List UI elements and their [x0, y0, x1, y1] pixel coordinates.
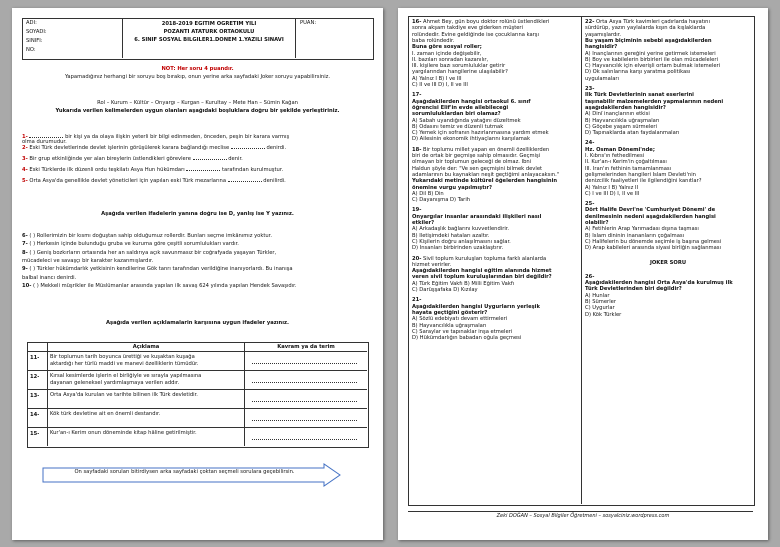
answer-blank[interactable]: [186, 166, 220, 171]
answer-option[interactable]: denizcilik faaliyetleri ile ilgilendiğini kanıtlar?: [585, 178, 702, 185]
answer-option[interactable]: D) Ok salınlarına karşı yaratma politikası: [585, 69, 691, 76]
question-prompt: taşınabilir malzemelerden yapmalarının nedeni: [585, 98, 724, 105]
item-number: 8-: [22, 249, 28, 256]
answer-option[interactable]: A) İnançlarının gereğini yerine getirmek istemeleri: [585, 50, 716, 57]
row-divider: [27, 408, 367, 409]
row-explanation: aktardığı her türlü maddi ve manevi özelliklerin tümüdür.: [50, 360, 199, 367]
question-number: 19-: [412, 207, 422, 214]
row-divider: [27, 389, 367, 390]
answer-option[interactable]: A) Fetihlerin Arap Yarımadası dışına taşması: [585, 226, 699, 233]
answer-option[interactable]: III. kişilere bazı sorumluluklar getirir: [412, 63, 506, 70]
fill-blank-item: [22, 155, 243, 162]
answer-option[interactable]: A) Yalnız I B) Yalnız II: [585, 184, 639, 191]
question-prompt: Yukarıdaki metinde kültürel öğelerden hangisinin: [412, 178, 558, 185]
item-number: 5-: [22, 178, 28, 184]
answer-option[interactable]: C) Dayanışma D) Tarih: [412, 197, 471, 204]
question-text: yaşamışlardır.: [585, 31, 622, 38]
answer-option[interactable]: C) Uygurlar: [585, 305, 615, 312]
col-header-term: Kavram ya da terim: [277, 344, 335, 350]
answer-option[interactable]: I. Kıbrıs'ın fethedilmesi: [585, 153, 645, 159]
answer-option[interactable]: A) Dinî inançlarının etkisi: [585, 111, 650, 118]
question-prompt: hayata geçtiğini gösterir?: [412, 309, 488, 316]
item-text-pre: Orta Asya'da genellikle devlet yöneticileri için yapılan eski Türk mezarlarına: [29, 178, 228, 184]
item-number: 10-: [22, 282, 32, 289]
question-prompt: olabilir?: [585, 220, 609, 226]
question-prompt: Hz. Osman Dönemi'nde;: [585, 146, 655, 153]
item-text-post: tarafından kurulmuştur.: [220, 167, 284, 173]
answer-option[interactable]: D) Ailesinin ekonomik ihtiyaçlarını karşılamak: [412, 136, 530, 143]
item-text: ( ) Geniş bozkırların ortasında her an saldırıya açık savunmasız bir coğrafyada yaşayan Türkler,: [29, 249, 277, 256]
answer-option[interactable]: A) Sabah uyandığında yatağını düzeltmek: [412, 117, 521, 124]
question-text: Sivil toplum kuruluşları topluma farklı alanlarda: [423, 255, 547, 262]
question-prompt: Bu yaşam biçiminin sebebi aşağıdakilerden: [585, 37, 712, 44]
item-text-pre: Eski Türklerde ilk düzenli ordu teşkilatı Asya Hun hükümdarı: [29, 167, 187, 173]
question-prompt: İlk Türk Devletlerinin sanat eserlerini: [585, 92, 694, 99]
exam-page-back: [398, 8, 768, 540]
question-text: rolündedir. Evine geldiğinde ise çocuklarına karşı: [412, 31, 539, 38]
answer-option[interactable]: C) Hayvancılık için elverişli ortam bulmak istemeleri: [585, 63, 721, 70]
question-prompt: Türk Devletlerinden biri değildir?: [585, 286, 682, 293]
note-title: NOT: Her soru 4 puandır.: [161, 66, 234, 72]
section1-instruction: Yukarıda verilen kelimelerden uygun olanları aşağıdaki boşluklara doğru bir şekilde yerleştiriniz.: [55, 108, 340, 114]
answer-option[interactable]: B) Odasını temiz ve düzenli tutmak: [412, 123, 504, 130]
true-false-item: [22, 275, 76, 281]
question-text: Orta Asya Türk kavimleri çadırlarda hayatını: [596, 19, 710, 25]
item-number: 1-: [22, 134, 28, 140]
question-number: 20-: [412, 255, 422, 262]
question-prompt: etkiler?: [412, 220, 435, 226]
true-false-item: [22, 283, 296, 289]
answer-option[interactable]: C) Kişilerin doğru anlaşılmasını sağlar.: [412, 238, 511, 245]
answer-option[interactable]: B) Hayvancılıkla uğraşmaları: [412, 322, 487, 329]
question-text: adamlarının bu kaynakları neşit geçtiğimi anlayacaksın.": [412, 171, 560, 178]
row-explanation: Kur'an-ı Kerim onun döneminde kitap hâline getirilmiştir.: [50, 430, 197, 436]
answer-option[interactable]: A) Dil B) Din: [412, 190, 444, 197]
item-text-post: denirdi.: [264, 145, 287, 151]
item-number: 3-: [22, 156, 28, 162]
word-bank: Rol – Kurum – Kültür – Önyargı – Kurgan – Kurultay – Mete Han – Sümin Kağan: [97, 100, 298, 106]
answer-option[interactable]: A) Türk Eğitim Vakfı B) Milli Eğitim Vakfı: [412, 280, 515, 287]
answer-option[interactable]: C) Halifelerin bu dönemde seçimle iş başına gelmesi: [585, 238, 722, 245]
joker-heading: JOKER SORU: [649, 259, 687, 266]
label-sinif: SINIFI:: [26, 38, 43, 44]
question-prompt: aşağıdakilerden hangisidir?: [585, 104, 666, 111]
item-text-post: bir kişi ya da olaya ilişkin yeterli bir bilgi edinmeden, önceden, peşin bir karara varmış: [63, 134, 290, 140]
question-text: hizmet verirler.: [412, 261, 452, 268]
title-line-2: POZANTI ATATÜRK ORTAOKULU: [163, 29, 255, 35]
item-number: 6-: [22, 233, 28, 239]
answer-option[interactable]: III. İran'ın fethinin tamamlanması: [585, 165, 672, 172]
item-text-post: denir.: [226, 156, 243, 162]
label-soyad: SOYADI:: [26, 29, 47, 35]
fill-blank-continuation: olma durumudur.: [22, 139, 67, 145]
question-number: 16-: [412, 19, 422, 25]
row-number: 12-: [30, 374, 40, 380]
answer-blank[interactable]: [231, 144, 265, 149]
question-prompt: sorumluluklardan biri olamaz?: [412, 111, 501, 118]
row-explanation: Orta Asya'da kurulan ve tarihte bilinen ilk Türk devletidir.: [50, 392, 198, 398]
row-number: 13-: [30, 393, 40, 399]
question-prompt: önemine vurgu yapılmıştır?: [412, 184, 493, 191]
item-text: ( ) Türkler hükümdarlık yetkisinin kendilerine Gök tanrı tarafından verildiğine inanıyorlardı. Bu inanışa: [29, 266, 293, 273]
question-prompt: Dört Halife Devri'ne 'Cumhuriyet Dönemi' de: [585, 207, 716, 214]
label-ad: ADI:: [26, 20, 37, 26]
answer-option[interactable]: uygulamaları: [585, 75, 619, 82]
answer-option[interactable]: C) I ve III D) I, II ve III: [585, 190, 640, 197]
question-prompt: Buna göre sosyal roller;: [412, 44, 482, 51]
answer-option[interactable]: A) Yalnız I B) I ve III: [412, 75, 462, 82]
true-false-item: [22, 258, 153, 264]
row-explanation: Kırsal kesimlerde işlerin el birliğiyle ve sırayla yapılmasına: [50, 373, 202, 379]
answer-option[interactable]: B) Boy ve kabilelerin birbirleri ile olan mücadeleleri: [585, 56, 718, 63]
item-number: 4-: [22, 167, 28, 173]
col-header-explanation: Açıklama: [132, 344, 160, 350]
question-prompt: hangisidir?: [585, 44, 618, 51]
answer-option[interactable]: C) Darüşşafaka D) Kızılay: [412, 287, 478, 293]
true-false-item: [22, 241, 239, 247]
answer-line[interactable]: [252, 401, 357, 402]
answer-option[interactable]: A) Hunlar: [585, 292, 610, 299]
question-number: 21-: [412, 297, 422, 304]
answer-line[interactable]: [252, 420, 357, 421]
row-number: 11-: [30, 355, 40, 361]
question-number: 22-: [585, 19, 595, 25]
question-text: Ahmet Bey, gün boyu doktor rolünü üstlendikleri: [423, 19, 550, 25]
question-text: sonra akşam takdiye eve giderken müşteri: [412, 25, 523, 32]
fill-blank-item: [22, 166, 283, 173]
label-no: NO:: [26, 47, 36, 53]
answer-option[interactable]: B) İletişimdeki hataları azaltır.: [412, 232, 490, 239]
answer-option[interactable]: B) İslam dininin inananların çoğalması: [585, 232, 685, 239]
fill-blank-item: [22, 177, 286, 184]
question-number: 26-: [585, 273, 595, 280]
item-text: mücadeleci ve savaşçı bir karakter kazanmışlardır.: [22, 257, 154, 264]
question-prompt: öğrencisi Elif'in evde ailebileceği: [412, 104, 509, 111]
row-number: 15-: [30, 431, 40, 437]
answer-option[interactable]: C) II ve III D) I, II ve III: [412, 82, 468, 88]
row-explanation: dayanan geleneksel yardımlaşmaya verilen addır.: [50, 379, 180, 386]
question-prompt: Önyargılar insanlar arasındaki ilişkileri nasıl: [412, 213, 542, 220]
title-line-1: 2018-2019 EĞİTİM ÖĞRETİM YILI: [161, 21, 257, 27]
title-line-3: 6. SINIF SOSYAL BİLGİLER1.DÖNEM 1.YAZILI SINAVI: [134, 37, 284, 43]
item-text: ( ) Herkesin içinde bulunduğu gruba ve kuruma göre çeşitli sorumlulukları vardır.: [29, 241, 239, 248]
question-number: 18-: [412, 146, 422, 153]
answer-option[interactable]: D) Kök Türkler: [585, 311, 622, 318]
question-prompt: denilmesinin nedeni aşağıdakilerden hangisi: [585, 213, 716, 220]
note-text: Yapamadığınız herhangi bir soruyu boş bırakıp, onun yerine arka sayfadaki Joker soruyu yapabilirsiniz.: [64, 74, 331, 80]
item-number: 7-: [22, 241, 28, 248]
item-text-post: denilirdi.: [261, 178, 286, 184]
question-prompt: Aşağıdakilerden hangisi ortaokul 6. sınıf: [412, 98, 531, 105]
answer-option[interactable]: I. zaman içinde değişebilir,: [412, 50, 482, 57]
question-text: Haldun şöyle der: "Ve sen geçmişini bilmek devlet: [412, 165, 543, 172]
answer-option[interactable]: C) Göçebe yaşam sürmeleri: [585, 123, 657, 130]
question-prompt: Aşağıdakilerden hangisi Orta Asya'da kurulmuş ilk: [585, 280, 733, 287]
true-false-item: [22, 233, 272, 239]
answer-line[interactable]: [252, 382, 357, 383]
item-number: 2-: [22, 145, 28, 151]
answer-option[interactable]: B) Sümerler: [585, 299, 616, 305]
true-false-item: [22, 250, 276, 256]
question-number: 25-: [585, 201, 595, 208]
answer-option[interactable]: D) Arap kabileleri arasında siyasi birliğin sağlanması: [585, 245, 721, 252]
answer-option[interactable]: II. Kur'an-ı Kerim'in çoğaltılması: [585, 159, 667, 166]
question-text: baba rolündedir.: [412, 37, 455, 44]
question-text: Bir toplumu millet yapan en önemli özelliklerden: [423, 146, 550, 153]
answer-line[interactable]: [252, 363, 357, 364]
item-text-pre: Bir grup etkinliğinde yer alan bireylerin üstlendikleri görevlere: [29, 156, 193, 162]
arrow-text: Ön sayfadaki soruları bitirdiysen arka sayfadaki çoktan seçmeli sorulara geçebilirsin.: [74, 469, 295, 475]
question-number: 17-: [412, 92, 422, 99]
row-divider: [27, 370, 367, 371]
answer-option[interactable]: D) Tapınaklarda atan faydalanmaları: [585, 130, 680, 137]
exam-page-front: [12, 8, 383, 540]
item-text-pre: Eski Türk devletlerinde devlet işlerinin görüşülerek karara bağlandığı meclise: [29, 145, 231, 151]
footer-credit: Zeki DOĞAN – Sosyal Bilgiler Öğretmeni – sosyalciniz.wordpress.com: [496, 513, 670, 519]
section2-instruction: Aşağıda verilen ifadelerin yanına doğru ise D, yanlış ise Y yazınız.: [101, 211, 294, 217]
row-explanation: Bir toplumun tarih boyunca ürettiği ve kuşaktan kuşağa: [50, 354, 195, 360]
question-text: biri de ortak bir geçmişe sahip olmasıdır. Geçmişi: [412, 153, 541, 159]
question-prompt: Aşağıdakilerden hangisi Uygurların yerleşik: [412, 303, 540, 310]
answer-option[interactable]: D) İnsanları birbirinden uzaklaştırır.: [412, 245, 504, 252]
answer-option[interactable]: II. bazıları sonradan kazanılır,: [412, 56, 489, 63]
answer-option[interactable]: A) Arkadaşlık bağlarını kuvvetlendirir.: [412, 226, 510, 233]
answer-line[interactable]: [252, 439, 357, 440]
answer-blank[interactable]: [193, 155, 227, 160]
answer-option[interactable]: D) Hükümdarlığın babadan oğula geçmesi: [412, 335, 522, 342]
row-explanation: Kök türk devletine ait en önemli destandır.: [50, 411, 161, 417]
answer-blank[interactable]: [29, 133, 63, 138]
answer-option[interactable]: gelişmelerinden hangileri İslam Devleti'nin: [585, 171, 696, 178]
label-puan: PUAN:: [300, 20, 317, 26]
question-number: 23-: [585, 86, 595, 92]
item-text: ( ) Rollerimizin bir kısmı doğuştan sahip olduğumuz rollerdir. Bunları seçme imkânımız yoktur.: [29, 233, 272, 239]
question-text: olmayan bir toplumun geleceği de olmaz. İbni: [412, 159, 532, 166]
question-text: sürdürüp, yazın yaylalarda kışın da kışlaklarda: [585, 25, 706, 32]
answer-option[interactable]: C) Saraylar ve tapınaklar inşa etmeleri: [412, 328, 513, 335]
question-prompt: veren sivil toplum kuruluşlarından biri değildir?: [412, 274, 552, 281]
answer-option[interactable]: yargılarından hangilerine ulaşılabilir?: [412, 69, 508, 76]
row-number: 14-: [30, 412, 40, 418]
item-number: 9-: [22, 266, 28, 273]
answer-option[interactable]: B) Hayvancılıkla uğraşmaları: [585, 117, 660, 124]
answer-option[interactable]: A) Sözlü edebiyatı devam ettirmeleri: [412, 316, 508, 323]
question-prompt: Aşağıdakilerden hangisi eğitim alanında hizmet: [412, 268, 552, 275]
fill-blank-item: [22, 144, 286, 151]
answer-option[interactable]: C) Yemek için sofranın hazırlanmasına yardım etmek: [412, 130, 549, 137]
question-number: 24-: [585, 140, 595, 147]
row-divider: [27, 427, 367, 428]
true-false-item: [22, 266, 293, 272]
section3-instruction: Aşağıda verilen açıklamalarin karşısına uygun ifadeler yazınız.: [105, 320, 290, 326]
answer-blank[interactable]: [228, 177, 262, 182]
item-text: balbal inancı denirdi.: [22, 274, 77, 281]
item-text: ( ) Mekkeli müşrikler ile Müslümanlar arasında yapılan ilk savaş 624 yılında yapılan Hendek Savaşıdır.: [33, 282, 297, 289]
